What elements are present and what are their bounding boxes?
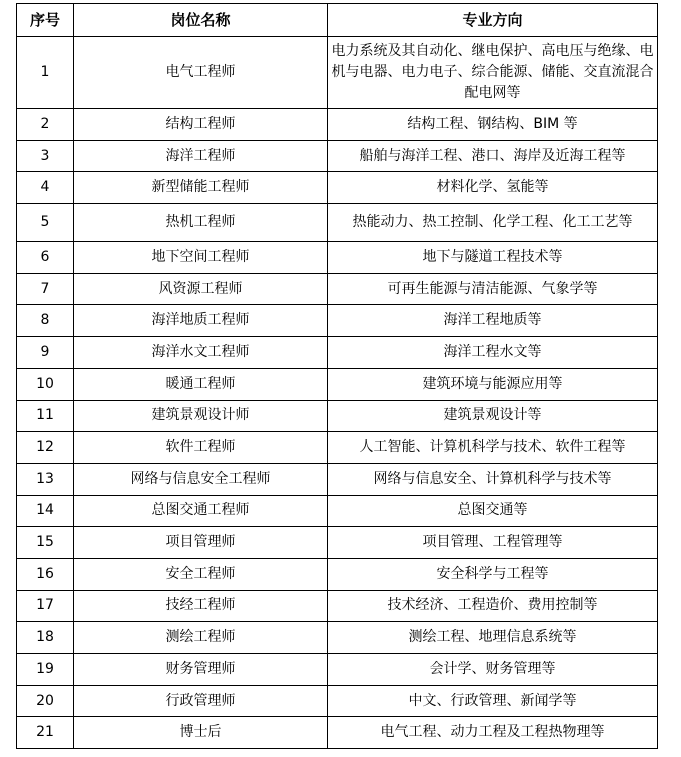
cell-serial-number: 14 — [17, 495, 74, 527]
cell-position-name: 软件工程师 — [74, 432, 328, 464]
cell-major-direction: 项目管理、工程管理等 — [328, 527, 658, 559]
table-row — [17, 337, 658, 369]
cell-major-direction: 海洋工程水文等 — [328, 337, 658, 369]
table-row — [17, 305, 658, 337]
cell-serial-number: 20 — [17, 685, 74, 717]
cell-serial-number: 10 — [17, 368, 74, 400]
cell-position-name: 新型储能工程师 — [74, 172, 328, 204]
cell-serial-number: 9 — [17, 337, 74, 369]
table-row — [17, 109, 658, 141]
cell-serial-number: 15 — [17, 527, 74, 559]
cell-serial-number: 3 — [17, 140, 74, 172]
table-row — [17, 400, 658, 432]
table-row — [17, 242, 658, 274]
table-row — [17, 140, 658, 172]
cell-serial-number: 19 — [17, 654, 74, 686]
cell-major-direction: 建筑环境与能源应用等 — [328, 368, 658, 400]
cell-position-name: 测绘工程师 — [74, 622, 328, 654]
table-row — [17, 172, 658, 204]
table-row — [17, 527, 658, 559]
cell-major-direction: 船舶与海洋工程、港口、海岸及近海工程等 — [328, 140, 658, 172]
cell-serial-number: 17 — [17, 590, 74, 622]
cell-position-name: 海洋工程师 — [74, 140, 328, 172]
table-row — [17, 204, 658, 242]
cell-major-direction: 会计学、财务管理等 — [328, 654, 658, 686]
cell-position-name: 电气工程师 — [74, 37, 328, 109]
table-row — [17, 273, 658, 305]
table-row — [17, 432, 658, 464]
cell-position-name: 热机工程师 — [74, 204, 328, 242]
cell-major-direction: 建筑景观设计等 — [328, 400, 658, 432]
cell-position-name: 海洋水文工程师 — [74, 337, 328, 369]
cell-position-name: 总图交通工程师 — [74, 495, 328, 527]
cell-serial-number: 8 — [17, 305, 74, 337]
cell-position-name: 海洋地质工程师 — [74, 305, 328, 337]
cell-major-direction: 人工智能、计算机科学与技术、软件工程等 — [328, 432, 658, 464]
cell-major-direction: 网络与信息安全、计算机科学与技术等 — [328, 463, 658, 495]
cell-serial-number: 5 — [17, 204, 74, 242]
header-position-name: 岗位名称 — [74, 4, 328, 37]
cell-position-name: 行政管理师 — [74, 685, 328, 717]
cell-position-name: 安全工程师 — [74, 558, 328, 590]
cell-serial-number: 7 — [17, 273, 74, 305]
table-row — [17, 685, 658, 717]
table-header-row — [17, 4, 658, 37]
table-row — [17, 558, 658, 590]
cell-major-direction: 电力系统及其自动化、继电保护、高电压与绝缘、电机与电器、电力电子、综合能源、储能、交直流混合配电网等 — [328, 37, 658, 109]
cell-major-direction: 总图交通等 — [328, 495, 658, 527]
cell-major-direction: 电气工程、动力工程及工程热物理等 — [328, 717, 658, 749]
table-row — [17, 717, 658, 749]
header-serial-number: 序号 — [17, 4, 74, 37]
cell-position-name: 地下空间工程师 — [74, 242, 328, 274]
table-row — [17, 368, 658, 400]
cell-position-name: 财务管理师 — [74, 654, 328, 686]
cell-serial-number: 13 — [17, 463, 74, 495]
table-body — [17, 37, 658, 749]
cell-major-direction: 技术经济、工程造价、费用控制等 — [328, 590, 658, 622]
cell-major-direction: 结构工程、钢结构、BIM 等 — [328, 109, 658, 141]
cell-major-direction: 中文、行政管理、新闻学等 — [328, 685, 658, 717]
cell-serial-number: 2 — [17, 109, 74, 141]
cell-serial-number: 6 — [17, 242, 74, 274]
cell-serial-number: 11 — [17, 400, 74, 432]
cell-major-direction: 可再生能源与清洁能源、气象学等 — [328, 273, 658, 305]
cell-serial-number: 16 — [17, 558, 74, 590]
cell-position-name: 结构工程师 — [74, 109, 328, 141]
table-row — [17, 495, 658, 527]
cell-serial-number: 12 — [17, 432, 74, 464]
table-row — [17, 37, 658, 109]
cell-position-name: 暖通工程师 — [74, 368, 328, 400]
cell-major-direction: 热能动力、热工控制、化学工程、化工工艺等 — [328, 204, 658, 242]
cell-serial-number: 18 — [17, 622, 74, 654]
cell-major-direction: 测绘工程、地理信息系统等 — [328, 622, 658, 654]
cell-position-name: 网络与信息安全工程师 — [74, 463, 328, 495]
table-row — [17, 590, 658, 622]
cell-major-direction: 海洋工程地质等 — [328, 305, 658, 337]
table-row — [17, 463, 658, 495]
positions-table — [16, 3, 658, 749]
cell-serial-number: 4 — [17, 172, 74, 204]
cell-major-direction: 材料化学、氢能等 — [328, 172, 658, 204]
header-major-direction: 专业方向 — [328, 4, 658, 37]
table-row — [17, 654, 658, 686]
cell-position-name: 技经工程师 — [74, 590, 328, 622]
cell-serial-number: 1 — [17, 37, 74, 109]
cell-position-name: 项目管理师 — [74, 527, 328, 559]
cell-serial-number: 21 — [17, 717, 74, 749]
cell-position-name: 博士后 — [74, 717, 328, 749]
cell-major-direction: 安全科学与工程等 — [328, 558, 658, 590]
cell-position-name: 建筑景观设计师 — [74, 400, 328, 432]
table-row — [17, 622, 658, 654]
cell-major-direction: 地下与隧道工程技术等 — [328, 242, 658, 274]
cell-position-name: 风资源工程师 — [74, 273, 328, 305]
